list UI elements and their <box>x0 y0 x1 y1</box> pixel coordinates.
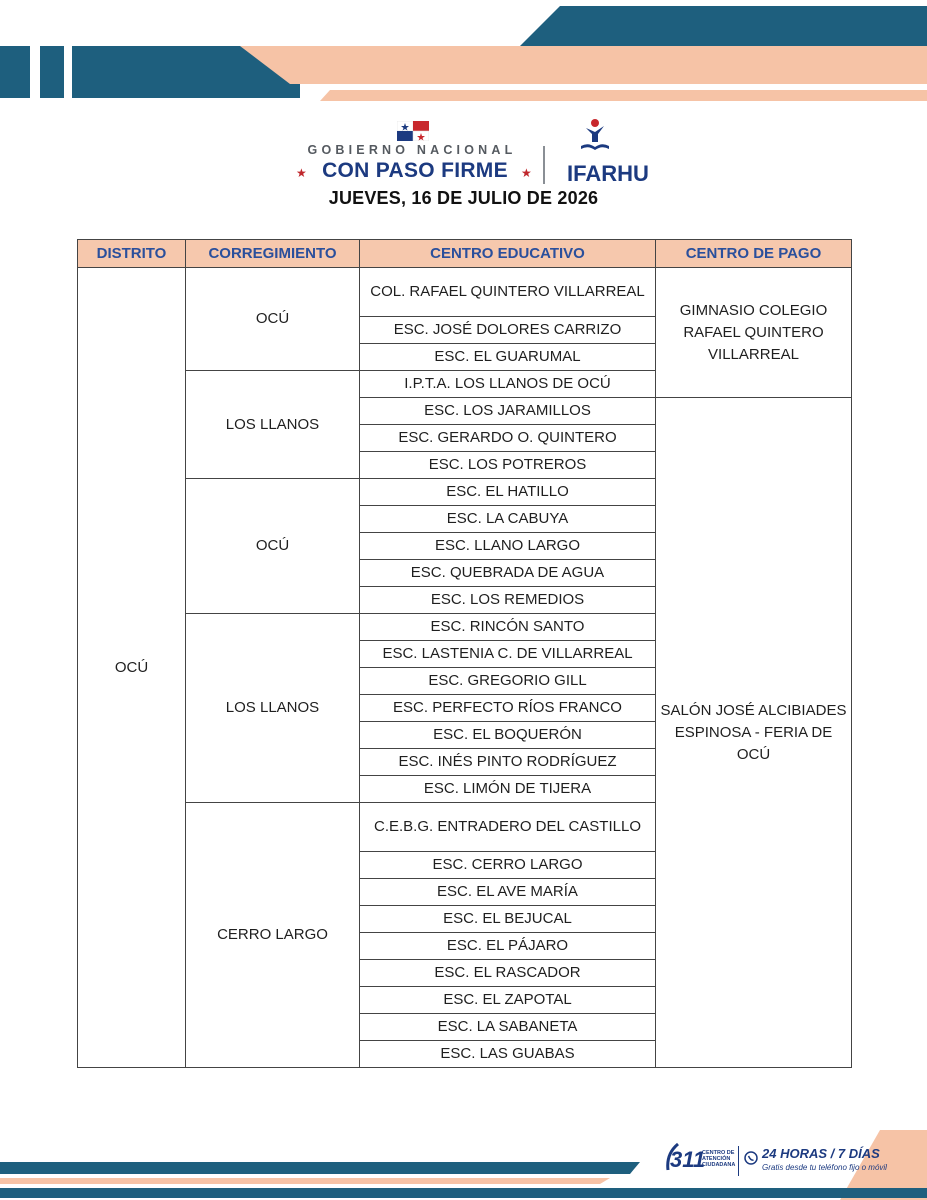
centro-cell: ESC. LOS POTREROS <box>360 452 656 479</box>
corregimiento-cell: OCÚ <box>186 479 360 614</box>
corregimiento-cell: LOS LLANOS <box>186 614 360 803</box>
centro-cell: ESC. LA CABUYA <box>360 506 656 533</box>
centro-cell: ESC. LASTENIA C. DE VILLARREAL <box>360 641 656 668</box>
table-row <box>78 268 852 317</box>
corregimiento-cell: OCÚ <box>186 268 360 371</box>
centro-cell: ESC. LOS JARAMILLOS <box>360 398 656 425</box>
corregimiento-cell: CERRO LARGO <box>186 803 360 1068</box>
star-icon: ★ <box>296 166 307 180</box>
gobierno-nacional-text: GOBIERNO NACIONAL <box>307 143 517 157</box>
centro-cell: C.E.B.G. ENTRADERO DEL CASTILLO <box>360 803 656 852</box>
num-311: 311 <box>670 1147 706 1172</box>
schedule-table <box>77 239 852 1068</box>
table-header-row <box>78 240 852 268</box>
centro-cell: ESC. RINCÓN SANTO <box>360 614 656 641</box>
header-centro-pago: CENTRO DE PAGO <box>656 240 852 268</box>
header-corregimiento: CORREGIMIENTO <box>186 240 360 268</box>
centro-cell: ESC. EL GUARUMAL <box>360 344 656 371</box>
centro-atencion-text: CENTRO DE ATENCIÓN CIUDADANA <box>702 1150 736 1168</box>
centro-cell: ESC. LOS REMEDIOS <box>360 587 656 614</box>
centro-cell: ESC. LIMÓN DE TIJERA <box>360 776 656 803</box>
centro-cell: ESC. EL BEJUCAL <box>360 906 656 933</box>
centro-cell: ESC. PERFECTO RÍOS FRANCO <box>360 695 656 722</box>
centro-cell: ESC. CERRO LARGO <box>360 852 656 879</box>
centro-cell: ESC. EL AVE MARÍA <box>360 879 656 906</box>
footer-divider <box>738 1146 739 1176</box>
hours-subtext: Gratis desde tu teléfono fijo o móvil <box>762 1163 887 1172</box>
header-centro-educativo: CENTRO EDUCATIVO <box>360 240 656 268</box>
con-paso-firme-text: CON PASO FIRME <box>322 159 508 182</box>
centro-cell: ESC. EL HATILLO <box>360 479 656 506</box>
centro-cell: ESC. GREGORIO GILL <box>360 668 656 695</box>
ifarhu-emblem-icon <box>578 118 612 163</box>
centro-cell: COL. RAFAEL QUINTERO VILLARREAL <box>360 268 656 317</box>
centro-cell: ESC. LA SABANETA <box>360 1014 656 1041</box>
centro-pago-cell: SALÓN JOSÉ ALCIBIADES ESPINOSA - FERIA DE OCÚ <box>656 398 852 1068</box>
star-icon: ★ <box>521 166 532 180</box>
hours-text: 24 HORAS / 7 DÍAS <box>762 1146 880 1161</box>
centro-cell: ESC. QUEBRADA DE AGUA <box>360 560 656 587</box>
logo-divider <box>543 146 545 184</box>
centro-cell: ESC. LAS GUABAS <box>360 1041 656 1068</box>
centro-cell: ESC. EL PÁJARO <box>360 933 656 960</box>
centro-cell: ESC. LLANO LARGO <box>360 533 656 560</box>
centro-cell: ESC. JOSÉ DOLORES CARRIZO <box>360 317 656 344</box>
ifarhu-text: IFARHU <box>567 161 649 186</box>
centro-cell: ESC. EL RASCADOR <box>360 960 656 987</box>
page-date: JUEVES, 16 DE JULIO DE 2026 <box>328 188 599 208</box>
centro-cell: ESC. EL ZAPOTAL <box>360 987 656 1014</box>
centro-cell: I.P.T.A. LOS LLANOS DE OCÚ <box>360 371 656 398</box>
centro-cell: ESC. EL BOQUERÓN <box>360 722 656 749</box>
centro-cell: ESC. GERARDO O. QUINTERO <box>360 425 656 452</box>
corregimiento-cell: LOS LLANOS <box>186 371 360 479</box>
centro-pago-cell: GIMNASIO COLEGIO RAFAEL QUINTERO VILLARREAL <box>656 268 852 398</box>
phone-icon <box>744 1151 758 1170</box>
header-distrito: DISTRITO <box>78 240 186 268</box>
centro-cell: ESC. INÉS PINTO RODRÍGUEZ <box>360 749 656 776</box>
header-decoration <box>0 0 927 110</box>
distrito-cell: OCÚ <box>78 268 186 1068</box>
